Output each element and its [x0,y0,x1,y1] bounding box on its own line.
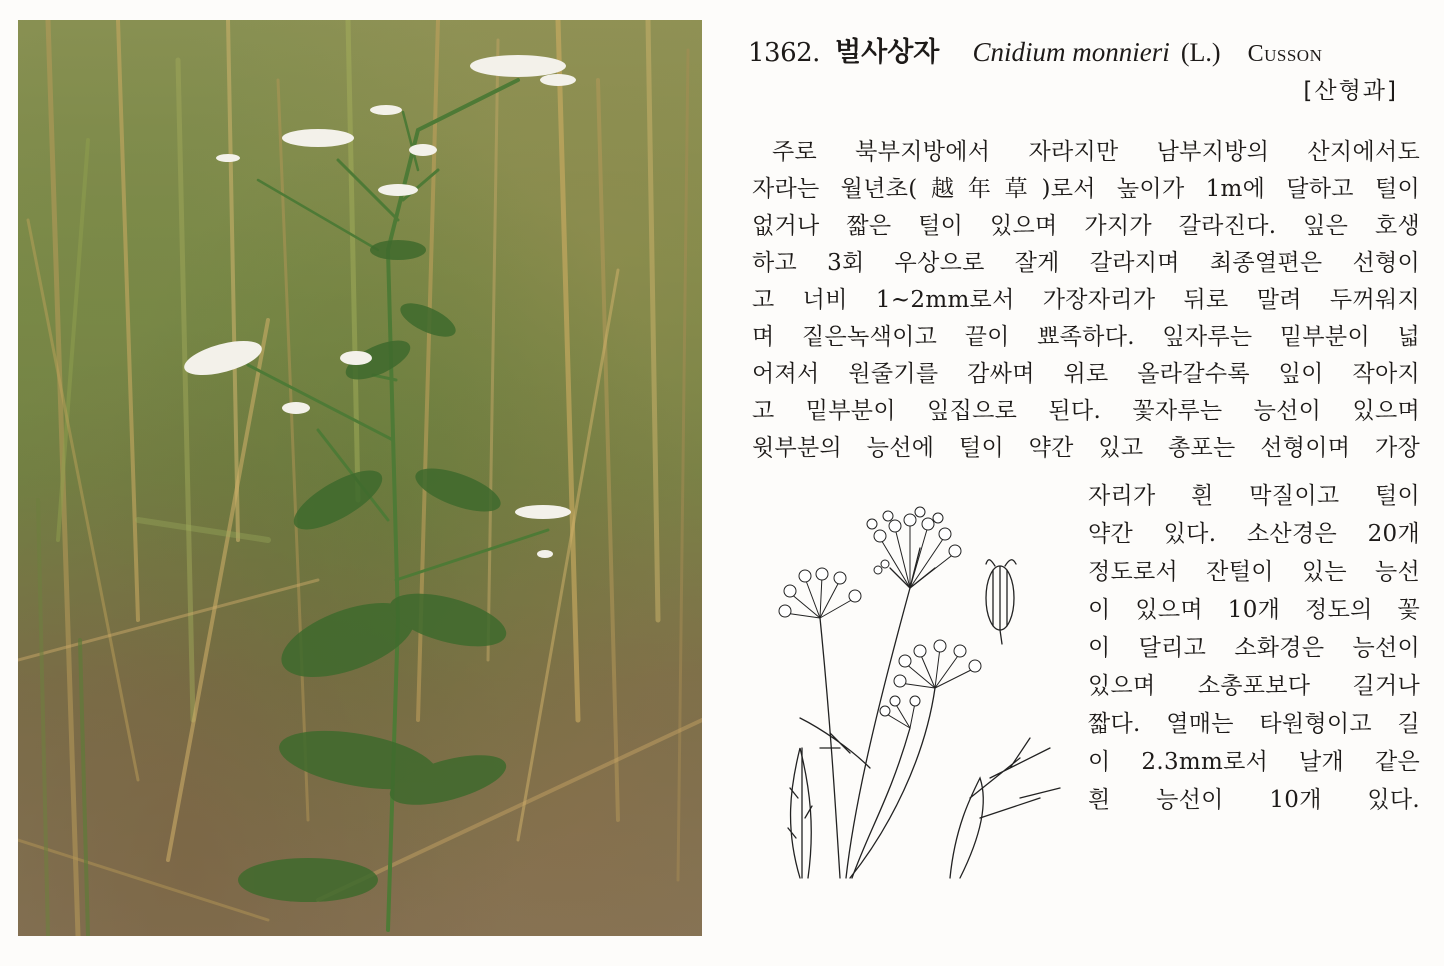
text-line: 이 2.3mm로서 날개 같은 [1088,749,1420,775]
text-line: 짧다. 열매는 타원형이고 길 [1088,711,1420,737]
text-line: 이 있으며 10개 정도의 꽃 [1088,597,1420,623]
plant-photo [18,20,702,936]
text-line: 정도로서 잔털이 있는 능선 [1088,559,1420,585]
photo-illustration [18,20,702,936]
text-line: 며 짙은녹색이고 끝이 뾰족하다. 잎자루는 밑부분이 넓 [752,324,1420,350]
text-line: 윗부분의 능선에 털이 약간 있고 총포는 선형이며 가장 [752,435,1420,461]
author-name: Cusson [1247,41,1323,67]
fruit-icon [986,560,1016,644]
text-line: 없거나 짧은 털이 있으며 가지가 갈라진다. 잎은 호생 [752,213,1420,239]
text-line: 흰 능선이 10개 있다. [1088,787,1420,813]
korean-name: 벌사상자 [835,37,940,68]
text-line: 자리가 흰 막질이고 털이 [1088,483,1420,509]
entry-number: 1362. [748,38,820,68]
author-abbrev: (L.) [1180,38,1221,67]
text-line: 약간 있다. 소산경은 20개 [1088,521,1420,547]
text-line: 고 밑부분이 잎집으로 된다. 꽃자루는 능선이 있으며 [752,398,1420,424]
botanical-line-drawing [760,498,1080,888]
family-name: [산형과] [1303,78,1398,104]
text-line: 자라는 월년초(越年草)로서 높이가 1m에 달하고 털이 [752,176,1420,202]
text-line: 주로 북부지방에서 자라지만 남부지방의 산지에서도 [772,139,1420,165]
text-line: 하고 3회 우상으로 잘게 갈라지며 최종열편은 선형이 [752,250,1420,276]
entry-header [748,30,1398,70]
text-line: 어져서 원줄기를 감싸며 위로 올라갈수록 잎이 작아지 [752,361,1420,387]
scientific-name: Cnidium monnieri [972,37,1170,67]
text-line: 있으며 소총포보다 길거나 [1088,673,1420,699]
text-line: 고 너비 1~2mm로서 가장자리가 뒤로 말려 두꺼워지 [752,287,1420,313]
text-line: 이 달리고 소화경은 능선이 [1088,635,1420,661]
